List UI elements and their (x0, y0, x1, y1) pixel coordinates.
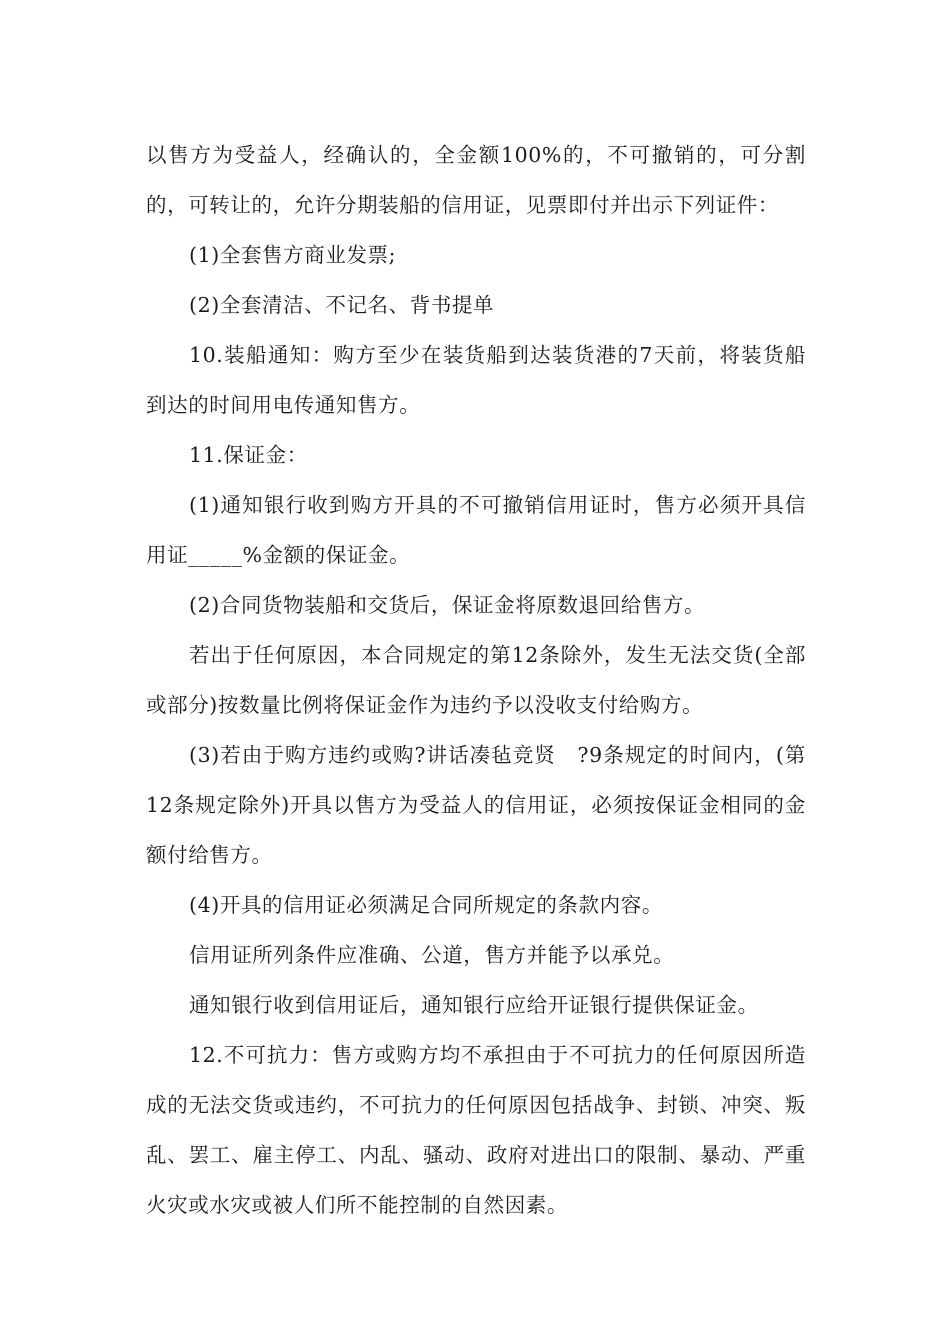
paragraph-13: 12.不可抗力：售方或购方均不承担由于不可抗力的任何原因所造成的无法交货或违约，不可抗力的任何原因包括战争、封锁、冲突、叛乱、罢工、雇主停工、内乱、骚动、政府对进出口的限制、暴动、严重火灾或水灾或被人们所不能控制的自然因素。 (146, 1043, 806, 1217)
paragraph-11: 信用证所列条件应准确、公道，售方并能予以承兑。 (189, 943, 675, 967)
paragraph-6: (1)通知银行收到购方开具的不可撤销信用证时，售方必须开具信用证_____%金额的保证金。 (146, 493, 806, 567)
paragraph-3: (2)全套清洁、不记名、背书提单 (189, 293, 495, 317)
paragraph-2: (1)全套售方商业发票; (189, 243, 397, 267)
paragraph-5: 11.保证金： (189, 443, 308, 467)
paragraph-7: (2)合同货物装船和交货后，保证金将原数退回给售方。 (189, 593, 706, 617)
paragraph-8: 若出于任何原因，本合同规定的第12条除外，发生无法交货(全部或部分)按数量比例将保证金作为违约予以没收支付给购方。 (146, 643, 806, 717)
paragraph-1: 以售方为受益人，经确认的，全金额100%的，不可撤销的，可分割的，可转让的，允许分期装船的信用证，见票即付并出示下列证件： (146, 143, 806, 217)
paragraph-12: 通知银行收到信用证后，通知银行应给开证银行提供保证金。 (189, 993, 759, 1017)
paragraph-10: (4)开具的信用证必须满足合同所规定的条款内容。 (189, 893, 663, 917)
document-body (146, 130, 806, 1230)
paragraph-4: 10.装船通知：购方至少在装货船到达装货港的7天前，将装货船到达的时间用电传通知售方。 (146, 343, 806, 417)
paragraph-9: (3)若由于购方违约或购?讲话凑毡竞贤 ?9条规定的时间内，(第12条规定除外)开具以售方为受益人的信用证，必须按保证金相同的金额付给售方。 (146, 743, 806, 867)
